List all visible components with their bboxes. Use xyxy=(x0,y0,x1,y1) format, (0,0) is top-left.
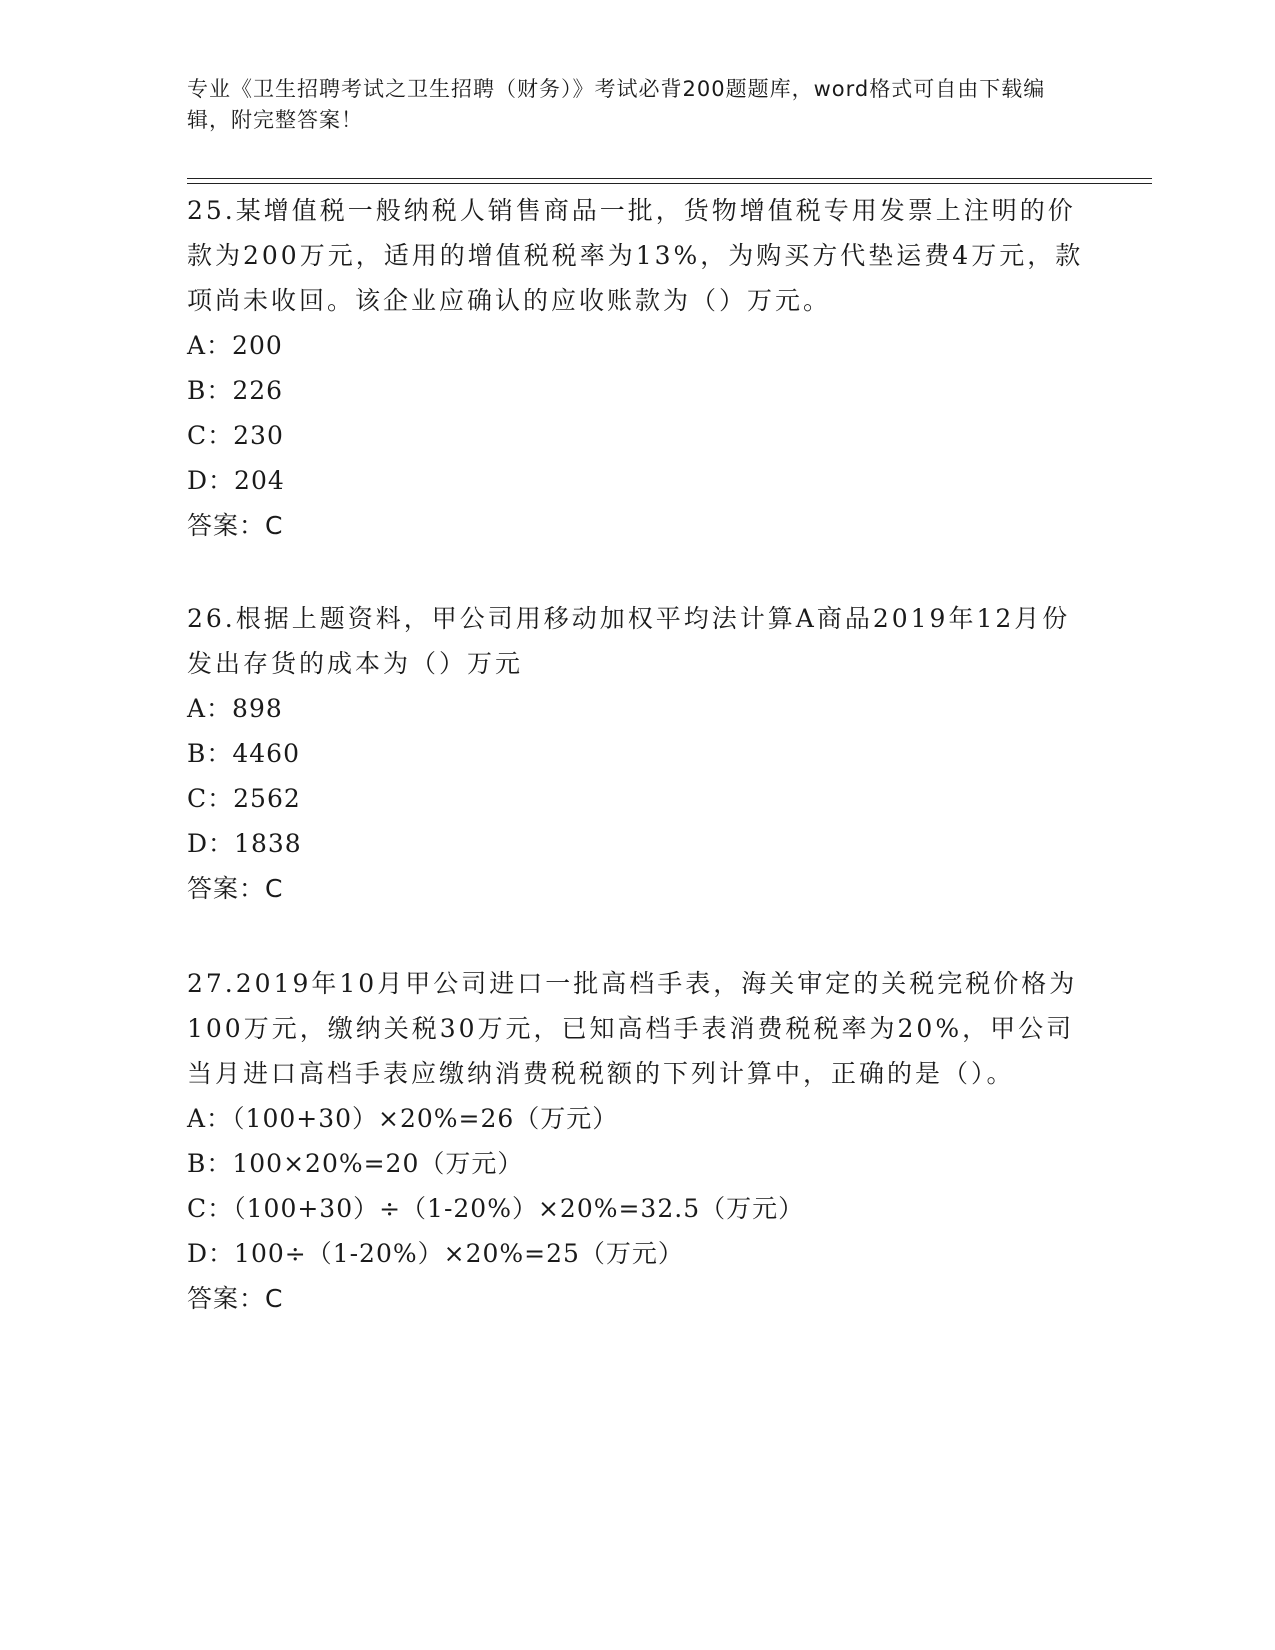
header-divider-bottom xyxy=(187,183,1152,184)
option-b: B：4460 xyxy=(187,739,300,768)
question-25 xyxy=(187,188,1087,548)
document-header: 专业《卫生招聘考试之卫生招聘（财务）》考试必背200题题库，word格式可自由下载编辑，附完整答案！ xyxy=(187,77,1046,132)
option-c: C：2562 xyxy=(187,784,301,813)
option-c: C：（100+30）÷（1-20%）×20%=32.5（万元） xyxy=(187,1194,805,1223)
option-a: A：200 xyxy=(187,331,283,360)
answer-label: 答案：C xyxy=(187,874,284,903)
question-stem: 26.根据上题资料，甲公司用移动加权平均法计算A商品2019年12月份发出存货的成本为（）万元 xyxy=(187,604,1071,678)
answer-label: 答案：C xyxy=(187,1284,284,1313)
option-d: D：1838 xyxy=(187,829,302,858)
question-26 xyxy=(187,596,1087,911)
header-divider-top xyxy=(187,178,1152,179)
option-b: B：226 xyxy=(187,376,284,405)
option-d: D：100÷（1-20%）×20%=25（万元） xyxy=(187,1239,684,1268)
option-a: A：898 xyxy=(187,694,283,723)
answer-label: 答案：C xyxy=(187,511,284,540)
option-a: A：（100+30）×20%=26（万元） xyxy=(187,1104,619,1133)
option-b: B：100×20%=20（万元） xyxy=(187,1149,524,1178)
question-stem: 27.2019年10月甲公司进口一批高档手表，海关审定的关税完税价格为100万元，缴纳关税30万元，已知高档手表消费税税率为20%，甲公司当月进口高档手表应缴纳消费税税额的下列计算中，正确的是（）。 xyxy=(187,969,1078,1088)
question-stem: 25.某增值税一般纳税人销售商品一批，货物增值税专用发票上注明的价款为200万元，适用的增值税税率为13%，为购买方代垫运费4万元，款项尚未收回。该企业应确认的应收账款为（）万元。 xyxy=(187,196,1084,315)
option-d: D：204 xyxy=(187,466,285,495)
question-27 xyxy=(187,961,1087,1321)
option-c: C：230 xyxy=(187,421,284,450)
